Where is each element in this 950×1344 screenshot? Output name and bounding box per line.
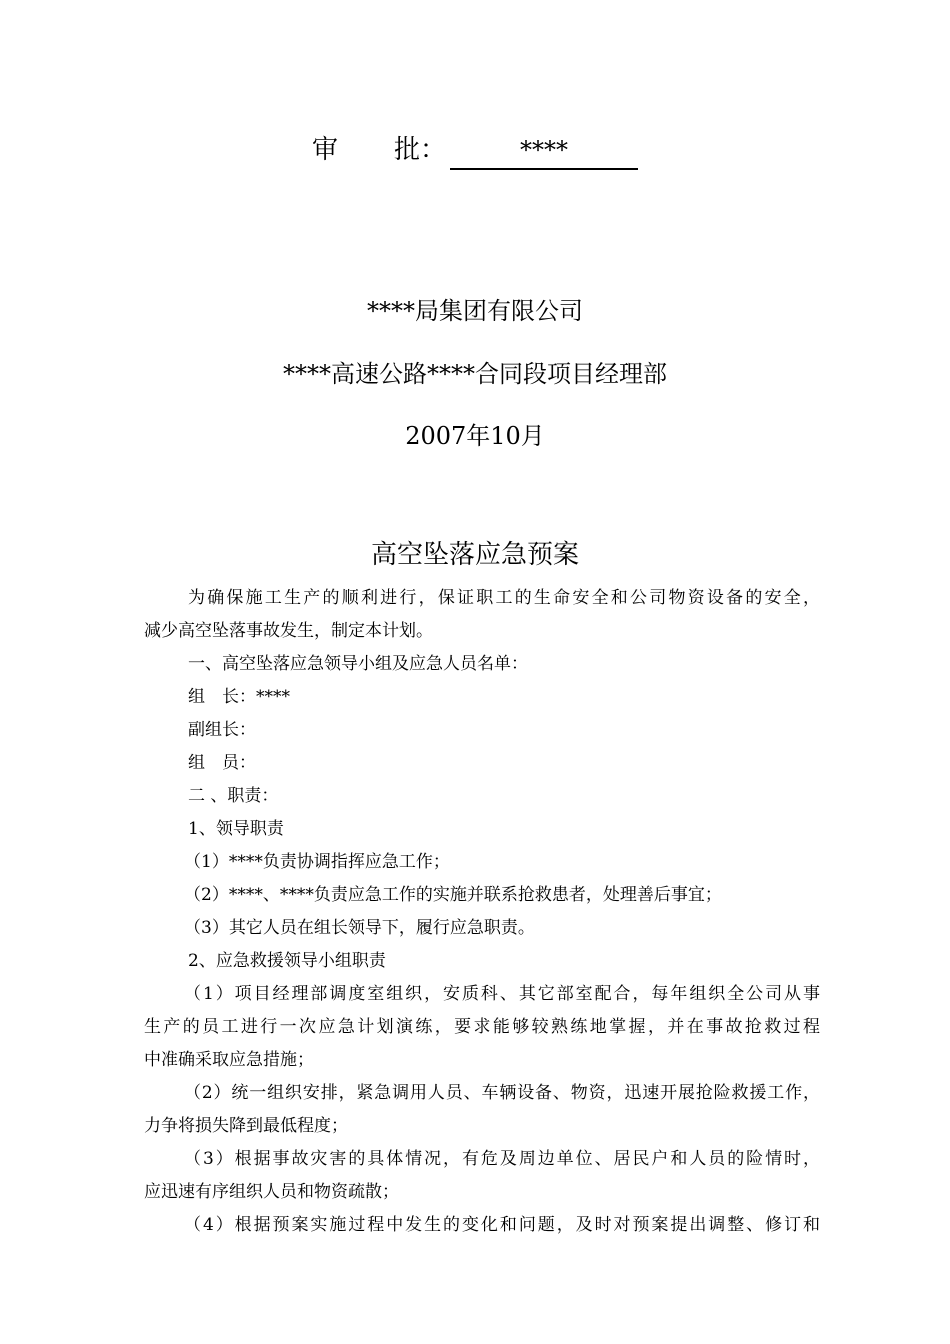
body-line: 减少高空坠落事故发生，制定本计划。 <box>144 621 433 641</box>
roster-members: 组 员： <box>188 753 256 773</box>
department-name: ****高速公路****合同段项目经理部 <box>283 360 667 388</box>
roster-deputy: 副组长： <box>188 720 256 740</box>
section-heading: 二 、职责： <box>188 786 279 806</box>
approval-value: **** <box>450 132 638 170</box>
document-date: 2007年10月 <box>405 422 545 450</box>
document-title: 高空坠落应急预案 <box>370 540 579 570</box>
body-line: （1）项目经理部调度室组织，安质科、其它部室配合，每年组织全公司从事 <box>184 984 820 1004</box>
body-line: 应迅速有序组织人员和物资疏散； <box>144 1182 399 1202</box>
document-body <box>144 582 820 1242</box>
body-line: 力争将损失降到最低程度； <box>144 1116 348 1136</box>
body-line: （2）统一组织安排，紧急调用人员、车辆设备、物资，迅速开展抢险救援工作， <box>184 1083 820 1103</box>
approval-label-left: 审 <box>311 135 338 165</box>
company-name: ****局集团有限公司 <box>367 297 583 325</box>
list-item: （3）其它人员在组长领导下，履行应急职责。 <box>184 918 535 938</box>
list-item: （1）****负责协调指挥应急工作； <box>184 852 450 872</box>
section-heading: 一、高空坠落应急领导小组及应急人员名单： <box>188 654 528 674</box>
body-line: 为确保施工生产的顺利进行，保证职工的生命安全和公司物资设备的安全， <box>188 588 820 608</box>
body-line: 中准确采取应急措施； <box>144 1050 314 1070</box>
list-item: （2）****、****负责应急工作的实施并联系抢救患者，处理善后事宜； <box>184 885 722 905</box>
approval-line <box>0 128 950 172</box>
subsection-heading: 1、领导职责 <box>188 819 284 839</box>
roster-leader: 组 长：**** <box>188 687 290 707</box>
body-line: 生产的员工进行一次应急计划演练，要求能够较熟练地掌握，并在事故抢救过程 <box>144 1017 820 1037</box>
subsection-heading: 2、应急救援领导小组职责 <box>188 951 386 971</box>
approval-label <box>312 128 446 172</box>
body-line: （3）根据事故灾害的具体情况，有危及周边单位、居民户和人员的险情时， <box>184 1149 820 1169</box>
approval-label-right: 批： <box>394 135 447 165</box>
body-line: （4）根据预案实施过程中发生的变化和问题，及时对预案提出调整、修订和 <box>184 1215 820 1235</box>
